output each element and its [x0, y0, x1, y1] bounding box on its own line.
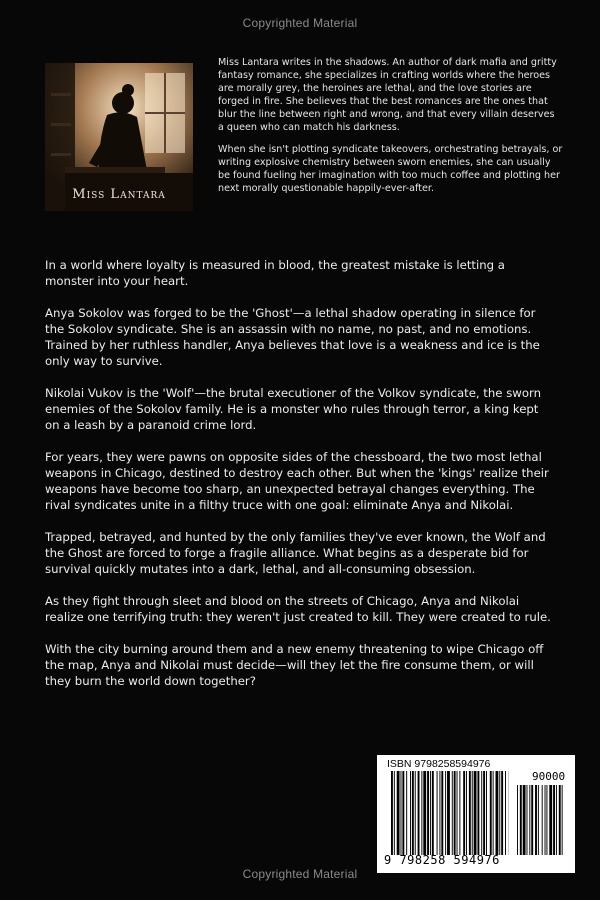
- isbn-label: ISBN 9798258594976: [387, 758, 491, 770]
- bio-paragraph: When she isn't plotting syndicate takeovers, orchestrating betrayals, or writing explosive chemistry between sworn enemies, she can usually be found fueling her imagination with too much coffee and plotting her next morally questionable happily-ever-after.: [218, 144, 563, 195]
- isbn-barcode: [377, 755, 575, 873]
- barcode-digits: 9 798258 594976: [384, 853, 500, 867]
- author-bio: [218, 57, 563, 206]
- price-code: 90000: [532, 770, 566, 783]
- book-blurb: [45, 257, 555, 705]
- blurb-paragraph: In a world where loyalty is measured in blood, the greatest mistake is letting a monster into your heart.: [45, 258, 505, 288]
- blurb-paragraph: For years, they were pawns on opposite sides of the chessboard, the two most lethal weapons in Chicago, destined to destroy each other. But when the 'kings' realize their weapons have become too sharp, an unexpected betrayal changes everything. The rival syndicates unite in a filthy truce with one goal: eliminate Anya and Nikolai.: [45, 450, 549, 512]
- copyright-watermark-bottom: Copyrighted Material: [242, 867, 358, 881]
- author-photo-caption: Miss Lantara: [72, 187, 166, 202]
- blurb-paragraph: Anya Sokolov was forged to be the 'Ghost'—a lethal shadow operating in silence for the Sokolov syndicate. She is an assassin with no name, no past, and no emotions. Trained by her ruthless handler, Anya believes that love is a weakness and ice is the only way to survive.: [45, 306, 540, 368]
- blurb-paragraph: Trapped, betrayed, and hunted by the only families they've ever known, the Wolf and the Ghost are forced to forge a fragile alliance. What begins as a desperate bid for survival quickly mutates into a dark, lethal, and all-consuming obsession.: [45, 530, 546, 576]
- blurb-paragraph: With the city burning around them and a new enemy threatening to wipe Chicago off the map, Anya and Nikolai must decide—will they let the fire consume them, or will they burn the world down together?: [45, 642, 544, 688]
- blurb-paragraph: Nikolai Vukov is the 'Wolf'—the brutal executioner of the Volkov syndicate, the sworn enemies of the Sokolov family. He is a monster who rules through terror, a king kept on a leash by a paranoid crime lord.: [45, 386, 542, 432]
- bio-paragraph: Miss Lantara writes in the shadows. An author of dark mafia and gritty fantasy romance, she specializes in crafting worlds where the heroes are morally grey, the heroines are lethal, and the love stories are forged in fire. She believes that the best romances are the ones that blur the line between right and wrong, and that every villain deserves a queen who can match his darkness.: [218, 57, 557, 133]
- author-photo: [45, 63, 193, 211]
- copyright-watermark-top: Copyrighted Material: [242, 16, 358, 30]
- blurb-paragraph: As they fight through sleet and blood on the streets of Chicago, Anya and Nikolai realize one terrifying truth: they weren't just created to kill. They were created to rule.: [45, 594, 551, 624]
